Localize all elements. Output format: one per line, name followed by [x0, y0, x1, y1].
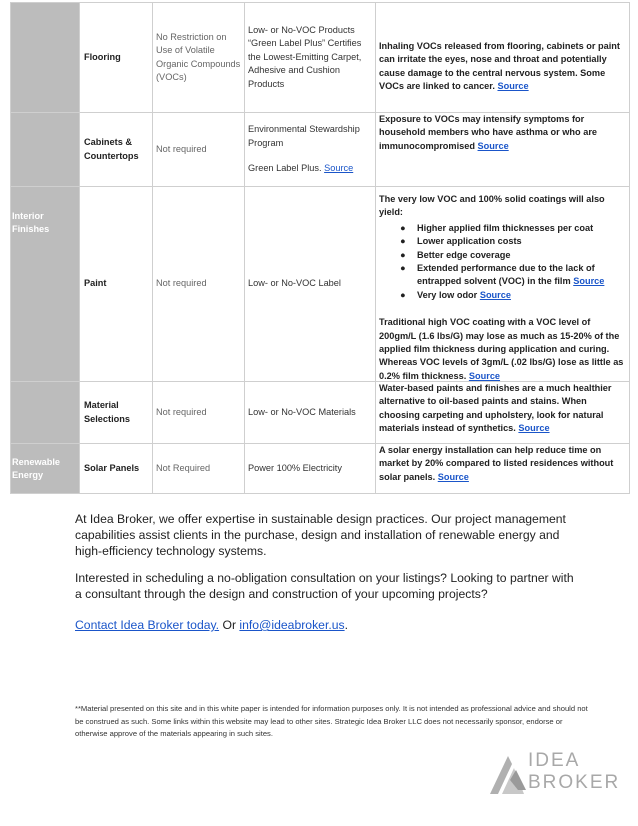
note-cell: [376, 382, 630, 443]
source-link[interactable]: Source: [479, 289, 511, 300]
source-link[interactable]: Source: [573, 276, 605, 287]
source-link[interactable]: Source: [497, 81, 529, 92]
table-row-material: [11, 382, 630, 444]
list-item: ● Lower application costs: [400, 236, 522, 247]
intro-paragraph: At Idea Broker, we offer expertise in sustainable design practices. Our project management capabilities assist clients in the purchase, design and installation of renewable energy and high-efficiency technology systems.: [75, 512, 566, 558]
list-item: ● Better edge coverage: [400, 249, 511, 260]
requirement-cell: Not Required: [153, 444, 245, 493]
disclaimer-footnote: **Material presented on this site and in this white paper is intended for information purposes only. It is not intended as professional advice and should not be construed as such. Some links within this website may lead to other sites. Strategic Idea Broker LLC does not necessarily sponsor, endorse or otherwise approve of the materials appearing in such sites.: [75, 704, 588, 738]
note-cell: [376, 187, 630, 381]
table-row-cabinets: [11, 113, 630, 187]
note-intro: The very low VOC and 100% solid coatings will also yield:: [379, 194, 605, 218]
requirement-cell: No Restriction on Use of Volatile Organic Compounds (VOCs): [153, 3, 245, 112]
standard-text: Low- or No-VOC Label: [248, 278, 341, 289]
note-text: Exposure to VOCs may intensify symptoms for household members who have asthma or who are immunocompromised: [379, 114, 598, 151]
source-link[interactable]: Source: [518, 423, 550, 434]
standard-cell: [245, 444, 376, 493]
item-cell: Cabinets & Countertops: [80, 113, 153, 186]
standard-text: Low- or No-VOC Products “Green Label Plus” Certifies the Lowest-Emitting Carpet, Adhesive and Cushion Products: [248, 24, 362, 89]
note-text: Traditional high VOC coating with a VOC level of 200gm/L (1.6 lbs/G) may lose as much as 15-20% of the applied film thickness during application and curing. Whereas VOC levels of 3gm/L (.02 lbs/G) lose as little as 0.2% film thickness. Source: [379, 317, 624, 381]
benefit-list: [379, 222, 626, 302]
item-cell: Flooring: [80, 3, 153, 112]
idea-broker-logo: [488, 750, 621, 796]
source-link[interactable]: Source: [468, 370, 501, 381]
note-cell: [376, 444, 630, 493]
note-cell: [376, 113, 630, 186]
requirement-cell: Not required: [153, 382, 245, 443]
standard-cell: [245, 382, 376, 443]
list-item: ● Very low odor Source: [400, 289, 511, 300]
table-row-paint: [11, 187, 630, 382]
contact-link[interactable]: Contact Idea Broker today.: [75, 618, 220, 632]
requirement-cell: Not required: [153, 187, 245, 381]
category-label-renewable: Renewable Energy: [12, 457, 60, 480]
note-text: Water-based paints and finishes are a much healthier alternative to oil-based paints and stains. When choosing carpeting and upholstery, look for natural materials instead of synthetics.: [379, 383, 612, 434]
note-text: Inhaling VOCs released from flooring, cabinets or paint can irritate the eyes, nose and throat and potentially cause damage to the central nervous system. Some VOCs are linked to cancer.: [379, 41, 620, 92]
contact-line: Contact Idea Broker today. Or info@ideabroker.us.: [75, 618, 348, 632]
requirement-cell: Not required: [153, 113, 245, 186]
standard-cell: [245, 113, 376, 186]
standard-text-1: Environmental Stewardship Program: [248, 124, 360, 148]
logo-mark-icon: [488, 750, 528, 796]
standard-cell: [245, 187, 376, 381]
standard-text: Low- or No-VOC Materials: [248, 406, 356, 417]
note-cell: [376, 3, 630, 112]
item-cell: Paint: [80, 187, 153, 381]
category-label-interior: Interior Finishes: [12, 210, 50, 234]
list-item: ● Extended performance due to the lack of entrapped solvent (VOC) in the film Source: [400, 263, 605, 287]
standard-text: Power 100% Electricity: [248, 462, 342, 473]
source-link[interactable]: Source: [324, 163, 354, 174]
table-row-flooring: [11, 3, 630, 113]
list-item: ● Higher applied film thicknesses per coat: [400, 222, 594, 233]
standard-cell: [245, 3, 376, 112]
source-link[interactable]: Source: [437, 471, 469, 482]
consultation-paragraph: Interested in scheduling a no-obligation consultation on your listings? Looking to partner with a consultant through the design and construction of your upcoming projects?: [75, 571, 574, 601]
standard-text-2: Green Label Plus. Source: [248, 163, 354, 174]
email-link[interactable]: info@ideabroker.us: [239, 618, 345, 632]
note-text: A solar energy installation can help reduce time on market by 20% compared to listed residences without solar panels.: [379, 445, 614, 482]
source-link[interactable]: Source: [477, 140, 509, 151]
item-cell: Solar Panels: [80, 444, 153, 493]
sustainability-table: [10, 2, 630, 494]
item-cell: Material Selections: [80, 382, 153, 443]
table-row-solar: [11, 444, 630, 494]
logo-wordmark: IDEA BROKER: [528, 750, 621, 793]
